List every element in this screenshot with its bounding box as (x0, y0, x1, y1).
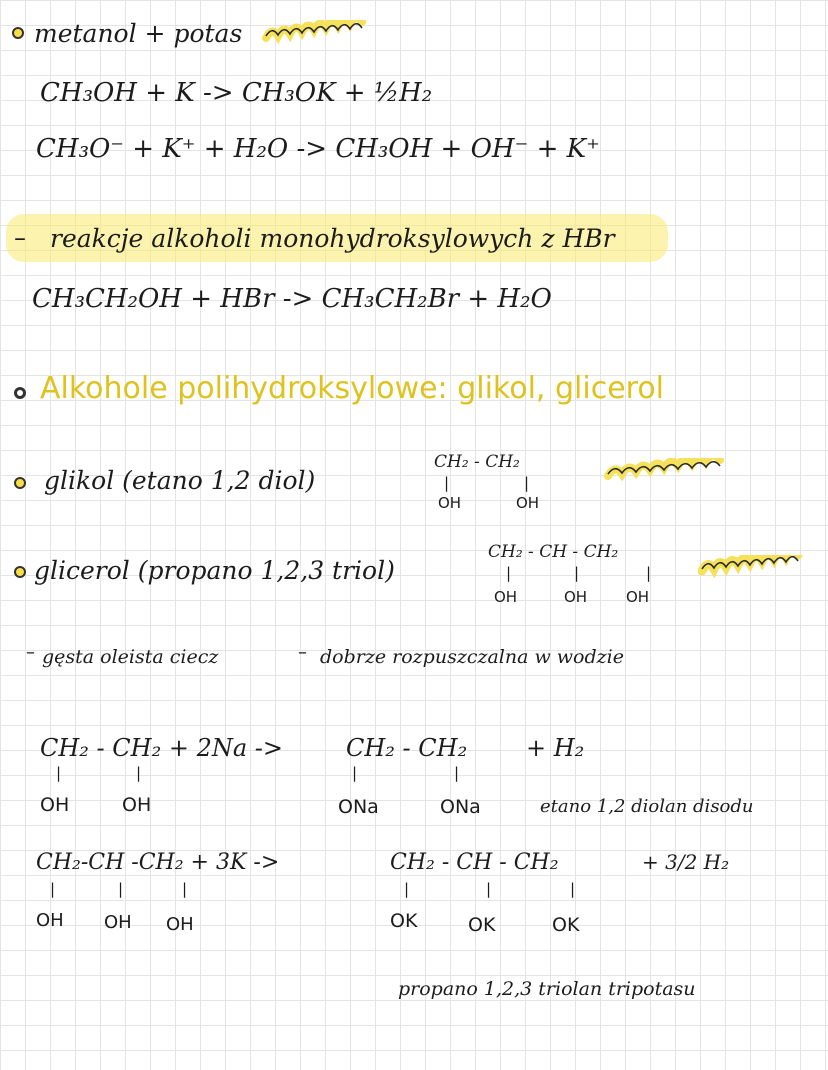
oh-group: OH (626, 588, 650, 606)
oh-group: OH (438, 494, 462, 512)
ok-group: OK (390, 910, 418, 932)
oh-group: OH (40, 794, 70, 816)
oh-group: OH (494, 588, 518, 606)
squiggle-mark (698, 555, 808, 581)
bond-line: | (524, 474, 530, 492)
equation-hydrolysis: CH₃O⁻ + K⁺ + H₂O -> CH₃OH + OH⁻ + K⁺ (36, 134, 600, 164)
bond-line: | (506, 564, 512, 582)
bond-line: | (570, 880, 576, 898)
oh-group: OH (166, 914, 194, 935)
heading-reakcje-hbr: reakcje alkoholi monohydroksylowych z HBr (50, 224, 615, 253)
bond-line: | (486, 880, 492, 898)
oh-group: OH (36, 910, 64, 931)
bond-line: | (454, 764, 460, 782)
bond-line: | (444, 474, 450, 492)
oh-group: OH (104, 912, 132, 933)
reaction1-h2: + H₂ (526, 734, 585, 762)
formula-glikol: CH₂ - CH₂ (434, 452, 520, 472)
property-ciecz: gęsta oleista ciecz (42, 646, 219, 668)
dash-marker: – (298, 642, 307, 663)
ok-group: OK (468, 914, 496, 936)
oh-group: OH (564, 588, 588, 606)
bond-line: | (136, 764, 142, 782)
bond-line: | (50, 880, 56, 898)
reaction2-h2: + 3/2 H₂ (642, 850, 730, 874)
formula-glicerol: CH₂ - CH - CH₂ (488, 542, 619, 562)
ona-group: ONa (338, 796, 379, 818)
bullet-icon (14, 387, 26, 399)
bond-line: | (56, 764, 62, 782)
reaction1-name: etano 1,2 diolan disodu (540, 796, 754, 817)
reaction1-right: CH₂ - CH₂ (346, 734, 468, 762)
squiggle-mark (604, 458, 732, 484)
label-glicerol: glicerol (propano 1,2,3 triol) (34, 556, 395, 585)
ok-group: OK (552, 914, 580, 936)
reaction2-right: CH₂ - CH - CH₂ (390, 850, 559, 875)
reaction2-name: propano 1,2,3 triolan tripotasu (398, 978, 696, 1000)
bullet-icon (14, 477, 26, 489)
oh-group: OH (122, 794, 152, 816)
bond-line: | (574, 564, 580, 582)
dash-marker: – (14, 224, 26, 252)
bullet-icon (14, 566, 26, 578)
bond-line: | (182, 880, 188, 898)
equation-hbr: CH₃CH₂OH + HBr -> CH₃CH₂Br + H₂O (32, 284, 552, 314)
heading-polihydroksylowe: Alkohole polihydroksylowe: glikol, glicerol (40, 371, 665, 406)
bullet-icon (12, 27, 24, 39)
reaction2-left: CH₂-CH -CH₂ + 3K -> (36, 850, 280, 875)
bond-line: | (118, 880, 124, 898)
heading-metanol-potas: metanol + potas (34, 19, 243, 48)
label-glikol: glikol (etano 1,2 diol) (44, 466, 316, 495)
bond-line: | (352, 764, 358, 782)
ona-group: ONa (440, 796, 481, 818)
property-rozpuszczalna: dobrze rozpuszczalna w wodzie (320, 646, 624, 668)
oh-group: OH (516, 494, 540, 512)
squiggle-mark (262, 20, 372, 46)
equation-methoxide: CH₃OH + K -> CH₃OK + ½H₂ (40, 78, 433, 108)
dash-marker: – (26, 642, 35, 663)
bond-line: | (404, 880, 410, 898)
bond-line: | (646, 564, 652, 582)
reaction1-left: CH₂ - CH₂ + 2Na -> (40, 734, 283, 762)
